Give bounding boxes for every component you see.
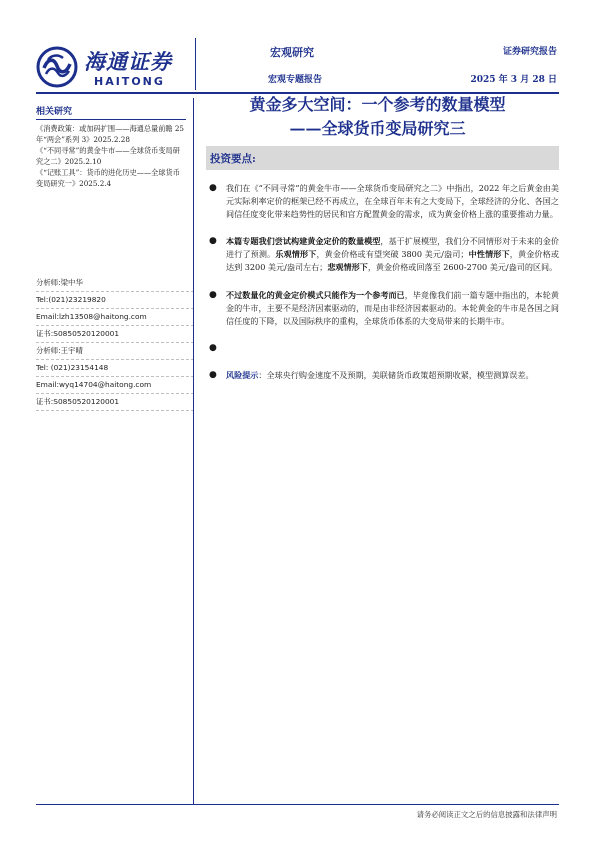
scenario-pessimistic: 悲观情形下: [327, 262, 368, 273]
risk-warning-label: 风险提示: [226, 369, 259, 380]
footer-rule: [36, 804, 559, 805]
report-type: 证券研究报告: [502, 47, 557, 57]
report-subcategory: 宏观专题报告: [268, 75, 323, 85]
analyst-tel: Tel: (021)23154148: [36, 360, 194, 377]
logo-english-name: HAITONG: [94, 75, 165, 88]
analyst-name: 分析师:梁中华: [36, 275, 194, 292]
risk-warning-text: ：全球央行购金速度不及预期，美联储货币政策超预期收紧，模型测算误差。: [258, 369, 534, 380]
bullet-icon: ●: [209, 342, 217, 353]
key-point-emphasis: 本篇专题我们尝试构建黄金定价的数量模型: [226, 236, 381, 247]
sidebar: [36, 104, 186, 189]
bullet-icon: ●: [209, 289, 217, 300]
analyst-name: 分析师:王宇晴: [36, 343, 194, 360]
key-point-text: ，毕竟像我们前一篇专题中指出的，本轮黄金的牛市，主要不是经济因素驱动的，而是由非经济因素驱动的。本轮黄金的牛市是各国之间信任度的下降，以及国际秩序的重构，全球货币体系的大变局带来的长期牛市。: [226, 289, 559, 326]
related-research-item[interactable]: 《“不同寻常”的黄金牛市——全球货币变局研究之二》2025.2.10: [36, 146, 180, 166]
key-point-emphasis: 不过数量化的黄金定价模式只能作为一个参考而已: [226, 289, 405, 300]
report-title: 黄金多大空间：一个参考的数量模型: [249, 95, 506, 114]
scenario-neutral: 中性情形下: [468, 249, 510, 260]
bullet-icon: ●: [209, 236, 217, 247]
related-research-title: 相关研究: [36, 104, 186, 120]
report-category: 宏观研究: [270, 46, 314, 59]
haitong-logo: [36, 44, 186, 94]
key-points-list: [206, 182, 559, 396]
key-point-1: [206, 182, 559, 221]
related-research-item[interactable]: 《消费政策：或加码扩围——海通总量前瞻 25 年“两会”系列 3》2025.2.28: [36, 124, 184, 144]
analyst-email[interactable]: Email:lzh13508@haitong.com: [36, 309, 194, 326]
analyst-email[interactable]: Email:wyq14704@haitong.com: [36, 377, 194, 394]
logo-chinese-name: 海通证券: [84, 49, 172, 74]
key-point-text: ，黄金价格或回落至 2600-2700 美元/盎司的区间。: [367, 262, 558, 273]
related-research-item[interactable]: 《“记账工具”：货币的进化历史——全球货币变局研究一》2025.2.4: [36, 168, 180, 188]
key-point-text: ，基于扩展模型，我们分不同情形对于未来的金价进行了预测。: [226, 236, 559, 260]
report-subtitle: ——全球货币变局研究三: [289, 119, 466, 138]
key-point-text: ，黄金价格或有望突破 3800 美元/盎司；: [316, 249, 469, 260]
key-point-empty: [206, 342, 559, 355]
key-points-header: [206, 146, 559, 170]
analyst-cert: 证书:S0850520120001: [36, 394, 194, 411]
footer-disclaimer: 请务必阅读正文之后的信息披露和法律声明: [416, 810, 557, 819]
haitong-logo-icon: [36, 46, 78, 88]
analyst-cert: 证书:S0850520120001: [36, 326, 194, 343]
report-date: 2025 年 3 月 28 日: [470, 75, 557, 85]
key-point-text: ，黄金价格或达到 3200 美元/盎司左右；: [226, 249, 559, 273]
key-point-text: 我们在《“不同寻常”的黄金牛市——全球货币变局研究之二》中指出，2022 年之后黄金由美元实际利率定价的框架已经不再成立，在全球百年未有之大变局下，全球经济的分化、各国之间信任度变化带来趋势性的居民和官方配置黄金的需求，成为黄金价格上涨的重要推动力量。: [226, 183, 559, 220]
header-divider: [195, 38, 196, 90]
key-point-2: [206, 235, 559, 274]
analyst-info: [36, 275, 194, 411]
key-point-3: [206, 289, 559, 328]
scenario-optimistic: 乐观情形下: [275, 249, 317, 260]
bullet-icon: ●: [209, 369, 217, 380]
analyst-tel: Tel:(021)23219820: [36, 292, 194, 309]
key-points-label: 投资要点:: [210, 153, 256, 165]
sidebar-divider: [193, 98, 194, 804]
bullet-icon: ●: [209, 183, 217, 193]
risk-warning: [206, 369, 559, 382]
